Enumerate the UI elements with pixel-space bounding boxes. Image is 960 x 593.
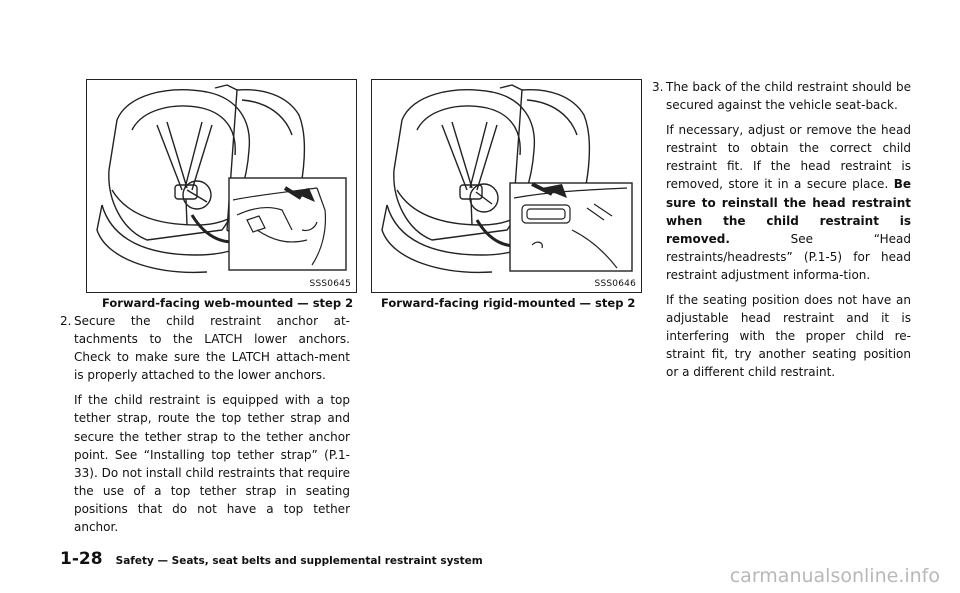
paragraph: If the seating position does not have an adjustable head restraint and it is interfering with the proper child re-straint fit, try another seating position or a different child restraint. — [666, 293, 911, 380]
figure-caption: Forward-facing rigid-mounted — step 2 — [381, 296, 636, 310]
child-seat-illustration — [372, 80, 641, 292]
figure-caption: Forward-facing web-mounted — step 2 — [102, 296, 354, 310]
warning-text: Be sure to reinstall the head restraint when the child restraint is removed. — [666, 177, 911, 246]
figure-web-mounted — [86, 79, 357, 293]
child-seat-illustration — [87, 80, 356, 292]
column-right-text — [652, 78, 911, 389]
page-number: 1-28 — [60, 549, 103, 569]
page-footer — [60, 549, 483, 569]
paragraph-text: If necessary, adjust or remove the head restraint to obtain the correct child restraint fit. If the head restraint is removed, store it in a secure place. — [666, 123, 911, 192]
column-left-text — [60, 312, 350, 543]
figure-code: SSS0645 — [309, 279, 351, 289]
item-number: 3. — [652, 80, 664, 94]
paragraph — [652, 121, 911, 284]
section-title: Safety — Seats, seat belts and supplemental restraint system — [115, 555, 483, 567]
list-item — [652, 78, 911, 114]
item-text: Secure the child restraint anchor at-tachments to the LATCH lower anchors. Check to make sure the LATCH attach-ment is properly attached to the lower anchors. — [74, 314, 350, 383]
figure-rigid-mounted — [371, 79, 642, 293]
paragraph-text: See “Head restraints/headrests” (P.1-5) for head restraint adjustment informa-tion. — [666, 231, 911, 282]
item-text: The back of the child restraint should be secured against the vehicle seat-back. — [666, 80, 911, 113]
list-item — [60, 312, 350, 384]
item-number: 2. — [60, 314, 72, 328]
watermark: carmanualsonline.info — [729, 565, 940, 587]
paragraph: If the child restraint is equipped with a top tether strap, route the top tether strap and secure the tether strap to the tether anchor point. See “Installing top tether strap” (P.1-33). Do not install child restraints that require the use of a top tether strap in seating positions that do not have a top tether anchor. — [74, 393, 350, 535]
figure-code: SSS0646 — [594, 279, 636, 289]
